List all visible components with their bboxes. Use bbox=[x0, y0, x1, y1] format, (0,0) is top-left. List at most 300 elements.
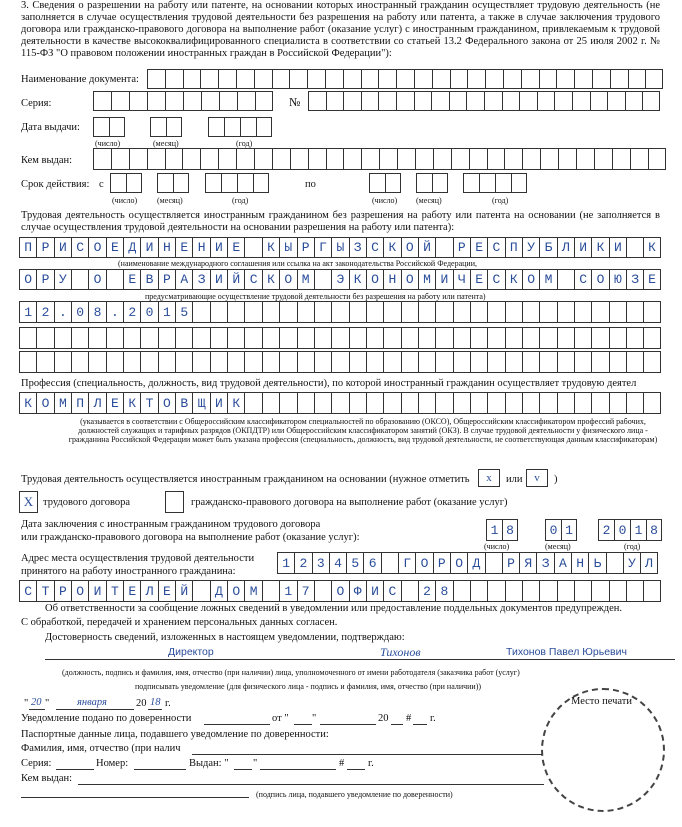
char-cell[interactable] bbox=[383, 392, 400, 414]
char-cell[interactable] bbox=[331, 301, 348, 323]
char-cell[interactable] bbox=[609, 327, 626, 349]
char-cell[interactable]: К bbox=[123, 392, 140, 414]
char-cell[interactable] bbox=[331, 327, 348, 349]
char-cell[interactable]: К bbox=[591, 237, 608, 258]
char-cell[interactable]: Р bbox=[158, 269, 175, 290]
char-cell[interactable] bbox=[626, 327, 643, 349]
char-cell[interactable]: 1 bbox=[486, 519, 502, 541]
char-cell[interactable] bbox=[106, 327, 123, 349]
char-cell[interactable]: Т bbox=[140, 392, 157, 414]
char-cell[interactable] bbox=[554, 91, 572, 111]
char-cell[interactable]: Й bbox=[418, 237, 435, 258]
char-cell[interactable] bbox=[626, 237, 643, 258]
char-cell[interactable] bbox=[557, 392, 574, 414]
char-cell[interactable] bbox=[254, 69, 272, 89]
valid-to-day[interactable] bbox=[369, 173, 401, 193]
char-cell[interactable] bbox=[539, 69, 557, 89]
char-cell[interactable] bbox=[574, 327, 591, 349]
char-cell[interactable]: Н bbox=[571, 552, 588, 574]
char-cell[interactable]: А bbox=[175, 269, 192, 290]
char-cell[interactable] bbox=[262, 351, 279, 373]
char-cell[interactable] bbox=[505, 580, 522, 602]
char-cell[interactable] bbox=[218, 148, 236, 170]
char-cell[interactable] bbox=[343, 69, 361, 89]
char-cell[interactable]: 1 bbox=[561, 519, 577, 541]
char-cell[interactable]: 7 bbox=[297, 580, 314, 602]
char-cell[interactable] bbox=[255, 91, 273, 111]
char-cell[interactable]: Р bbox=[36, 269, 53, 290]
char-cell[interactable] bbox=[556, 69, 574, 89]
char-cell[interactable] bbox=[470, 301, 487, 323]
char-cell[interactable] bbox=[208, 117, 224, 137]
char-cell[interactable] bbox=[418, 327, 435, 349]
char-cell[interactable] bbox=[592, 69, 610, 89]
char-cell[interactable]: 2 bbox=[418, 580, 435, 602]
char-cell[interactable] bbox=[331, 351, 348, 373]
char-cell[interactable] bbox=[227, 301, 244, 323]
char-cell[interactable] bbox=[366, 351, 383, 373]
char-cell[interactable] bbox=[378, 69, 396, 89]
char-cell[interactable]: Р bbox=[54, 580, 71, 602]
char-cell[interactable] bbox=[279, 327, 296, 349]
char-cell[interactable] bbox=[129, 91, 147, 111]
char-cell[interactable]: О bbox=[71, 580, 88, 602]
char-cell[interactable]: 0 bbox=[545, 519, 561, 541]
char-cell[interactable] bbox=[642, 91, 660, 111]
char-cell[interactable]: М bbox=[297, 269, 314, 290]
char-cell[interactable] bbox=[415, 148, 433, 170]
char-cell[interactable]: 0 bbox=[140, 301, 157, 323]
char-cell[interactable] bbox=[539, 301, 556, 323]
char-cell[interactable]: Е bbox=[643, 269, 660, 290]
char-cell[interactable] bbox=[453, 392, 470, 414]
char-cell[interactable] bbox=[366, 392, 383, 414]
char-cell[interactable]: С bbox=[366, 237, 383, 258]
char-cell[interactable] bbox=[557, 301, 574, 323]
char-cell[interactable] bbox=[401, 580, 418, 602]
char-cell[interactable] bbox=[244, 301, 261, 323]
issue-year-cells[interactable] bbox=[208, 117, 272, 137]
char-cell[interactable] bbox=[453, 351, 470, 373]
number-cells[interactable] bbox=[308, 91, 660, 111]
char-cell[interactable] bbox=[279, 301, 296, 323]
char-cell[interactable]: И bbox=[54, 237, 71, 258]
char-cell[interactable] bbox=[236, 148, 254, 170]
contract-year-cells[interactable] bbox=[598, 519, 662, 541]
char-cell[interactable] bbox=[450, 69, 468, 89]
char-cell[interactable]: И bbox=[210, 269, 227, 290]
valid-to-month[interactable] bbox=[416, 173, 448, 193]
char-cell[interactable] bbox=[36, 351, 53, 373]
char-cell[interactable] bbox=[470, 327, 487, 349]
char-cell[interactable]: З bbox=[349, 237, 366, 258]
char-cell[interactable] bbox=[349, 301, 366, 323]
char-cell[interactable] bbox=[210, 327, 227, 349]
char-cell[interactable] bbox=[626, 392, 643, 414]
char-cell[interactable] bbox=[140, 327, 157, 349]
char-cell[interactable] bbox=[297, 392, 314, 414]
char-cell[interactable] bbox=[150, 117, 166, 137]
char-cell[interactable] bbox=[449, 91, 467, 111]
char-cell[interactable] bbox=[227, 351, 244, 373]
char-cell[interactable]: Ы bbox=[279, 237, 296, 258]
char-cell[interactable] bbox=[576, 148, 594, 170]
char-cell[interactable] bbox=[505, 351, 522, 373]
char-cell[interactable]: Т bbox=[106, 580, 123, 602]
char-cell[interactable] bbox=[71, 327, 88, 349]
char-cell[interactable]: С bbox=[383, 580, 400, 602]
char-cell[interactable] bbox=[643, 351, 660, 373]
char-cell[interactable] bbox=[607, 91, 625, 111]
char-cell[interactable] bbox=[262, 392, 279, 414]
char-cell[interactable] bbox=[192, 301, 209, 323]
char-cell[interactable]: Б bbox=[539, 237, 556, 258]
doc-name-cells[interactable] bbox=[147, 69, 663, 89]
char-cell[interactable] bbox=[200, 148, 218, 170]
char-cell[interactable] bbox=[487, 327, 504, 349]
char-cell[interactable]: Е bbox=[175, 237, 192, 258]
char-cell[interactable] bbox=[609, 392, 626, 414]
char-cell[interactable]: Э bbox=[331, 269, 348, 290]
char-cell[interactable]: В bbox=[140, 269, 157, 290]
char-cell[interactable] bbox=[451, 148, 469, 170]
char-cell[interactable]: М bbox=[539, 269, 556, 290]
char-cell[interactable] bbox=[435, 237, 452, 258]
char-cell[interactable] bbox=[385, 173, 401, 193]
char-cell[interactable]: Д bbox=[123, 237, 140, 258]
char-cell[interactable] bbox=[628, 69, 646, 89]
char-cell[interactable]: 2 bbox=[36, 301, 53, 323]
char-cell[interactable] bbox=[612, 148, 630, 170]
char-cell[interactable]: И bbox=[88, 580, 105, 602]
char-cell[interactable] bbox=[643, 301, 660, 323]
contract-day-cells[interactable] bbox=[486, 519, 518, 541]
char-cell[interactable] bbox=[378, 91, 396, 111]
char-cell[interactable] bbox=[557, 269, 574, 290]
char-cell[interactable]: У bbox=[54, 269, 71, 290]
char-cell[interactable] bbox=[88, 351, 105, 373]
char-cell[interactable] bbox=[401, 301, 418, 323]
char-cell[interactable]: 0 bbox=[71, 301, 88, 323]
char-cell[interactable] bbox=[314, 301, 331, 323]
char-cell[interactable] bbox=[54, 327, 71, 349]
char-cell[interactable] bbox=[349, 392, 366, 414]
char-cell[interactable]: О bbox=[227, 580, 244, 602]
char-cell[interactable]: О bbox=[591, 269, 608, 290]
char-cell[interactable] bbox=[192, 580, 209, 602]
char-cell[interactable] bbox=[343, 91, 361, 111]
char-cell[interactable] bbox=[540, 148, 558, 170]
char-cell[interactable] bbox=[192, 327, 209, 349]
char-cell[interactable]: И bbox=[435, 269, 452, 290]
char-cell[interactable] bbox=[484, 91, 502, 111]
char-cell[interactable] bbox=[396, 69, 414, 89]
char-cell[interactable] bbox=[591, 327, 608, 349]
char-cell[interactable] bbox=[314, 580, 331, 602]
char-cell[interactable]: 1 bbox=[19, 301, 36, 323]
char-cell[interactable] bbox=[469, 148, 487, 170]
char-cell[interactable] bbox=[331, 392, 348, 414]
char-cell[interactable]: К bbox=[383, 237, 400, 258]
char-cell[interactable]: П bbox=[505, 237, 522, 258]
char-cell[interactable] bbox=[201, 91, 219, 111]
char-cell[interactable] bbox=[522, 327, 539, 349]
char-cell[interactable]: И bbox=[609, 237, 626, 258]
char-cell[interactable]: К bbox=[262, 269, 279, 290]
char-cell[interactable]: Я bbox=[519, 552, 536, 574]
char-cell[interactable] bbox=[147, 148, 165, 170]
char-cell[interactable] bbox=[467, 69, 485, 89]
char-cell[interactable] bbox=[396, 91, 414, 111]
char-cell[interactable]: И bbox=[366, 580, 383, 602]
char-cell[interactable] bbox=[205, 173, 221, 193]
char-cell[interactable] bbox=[626, 301, 643, 323]
char-cell[interactable] bbox=[173, 173, 189, 193]
char-cell[interactable] bbox=[594, 148, 612, 170]
char-cell[interactable] bbox=[349, 327, 366, 349]
char-cell[interactable] bbox=[539, 327, 556, 349]
char-cell[interactable] bbox=[470, 351, 487, 373]
char-cell[interactable] bbox=[165, 91, 183, 111]
char-cell[interactable] bbox=[147, 69, 165, 89]
char-cell[interactable] bbox=[590, 91, 608, 111]
char-cell[interactable]: 4 bbox=[329, 552, 346, 574]
char-cell[interactable] bbox=[433, 148, 451, 170]
char-cell[interactable] bbox=[297, 351, 314, 373]
char-cell[interactable] bbox=[297, 327, 314, 349]
char-cell[interactable] bbox=[519, 91, 537, 111]
char-cell[interactable]: Й bbox=[227, 269, 244, 290]
char-cell[interactable] bbox=[308, 91, 326, 111]
char-cell[interactable] bbox=[435, 392, 452, 414]
char-cell[interactable]: К bbox=[349, 269, 366, 290]
char-cell[interactable] bbox=[505, 392, 522, 414]
char-cell[interactable]: 0 bbox=[614, 519, 630, 541]
char-cell[interactable] bbox=[574, 69, 592, 89]
char-cell[interactable]: 5 bbox=[175, 301, 192, 323]
char-cell[interactable] bbox=[397, 148, 415, 170]
char-cell[interactable]: Ы bbox=[331, 237, 348, 258]
char-cell[interactable] bbox=[610, 69, 628, 89]
char-cell[interactable] bbox=[625, 91, 643, 111]
char-cell[interactable]: С bbox=[487, 269, 504, 290]
basis-line-3[interactable] bbox=[19, 301, 661, 323]
char-cell[interactable]: . bbox=[106, 301, 123, 323]
char-cell[interactable]: Л bbox=[640, 552, 657, 574]
char-cell[interactable] bbox=[487, 148, 505, 170]
char-cell[interactable]: 1 bbox=[279, 580, 296, 602]
char-cell[interactable]: 8 bbox=[502, 519, 518, 541]
char-cell[interactable] bbox=[111, 148, 129, 170]
char-cell[interactable]: З bbox=[192, 269, 209, 290]
char-cell[interactable] bbox=[487, 351, 504, 373]
char-cell[interactable]: К bbox=[19, 392, 36, 414]
char-cell[interactable]: М bbox=[54, 392, 71, 414]
char-cell[interactable]: 8 bbox=[646, 519, 662, 541]
char-cell[interactable]: 2 bbox=[598, 519, 614, 541]
char-cell[interactable]: О bbox=[19, 269, 36, 290]
char-cell[interactable] bbox=[487, 392, 504, 414]
char-cell[interactable]: К bbox=[227, 392, 244, 414]
char-cell[interactable]: Е bbox=[123, 269, 140, 290]
issue-month-cells[interactable] bbox=[150, 117, 182, 137]
char-cell[interactable] bbox=[381, 552, 398, 574]
char-cell[interactable] bbox=[539, 392, 556, 414]
char-cell[interactable] bbox=[182, 148, 200, 170]
char-cell[interactable]: 8 bbox=[435, 580, 452, 602]
char-cell[interactable]: Ь bbox=[588, 552, 605, 574]
char-cell[interactable]: К bbox=[643, 237, 660, 258]
char-cell[interactable]: О bbox=[450, 552, 467, 574]
char-cell[interactable] bbox=[157, 173, 173, 193]
char-cell[interactable] bbox=[485, 69, 503, 89]
char-cell[interactable] bbox=[262, 580, 279, 602]
char-cell[interactable] bbox=[183, 69, 201, 89]
char-cell[interactable]: Ф bbox=[349, 580, 366, 602]
char-cell[interactable] bbox=[307, 69, 325, 89]
char-cell[interactable]: П bbox=[19, 237, 36, 258]
char-cell[interactable]: Р bbox=[36, 237, 53, 258]
char-cell[interactable] bbox=[558, 148, 576, 170]
address-line-2[interactable] bbox=[19, 580, 661, 602]
char-cell[interactable] bbox=[485, 552, 502, 574]
char-cell[interactable] bbox=[626, 580, 643, 602]
char-cell[interactable] bbox=[521, 69, 539, 89]
char-cell[interactable] bbox=[218, 69, 236, 89]
char-cell[interactable] bbox=[643, 392, 660, 414]
char-cell[interactable] bbox=[343, 148, 361, 170]
char-cell[interactable] bbox=[435, 327, 452, 349]
char-cell[interactable] bbox=[383, 301, 400, 323]
char-cell[interactable] bbox=[435, 301, 452, 323]
char-cell[interactable]: 1 bbox=[158, 301, 175, 323]
char-cell[interactable] bbox=[591, 392, 608, 414]
char-cell[interactable] bbox=[244, 237, 261, 258]
char-cell[interactable] bbox=[503, 69, 521, 89]
char-cell[interactable]: Р bbox=[453, 237, 470, 258]
char-cell[interactable] bbox=[574, 301, 591, 323]
char-cell[interactable]: О bbox=[415, 552, 432, 574]
char-cell[interactable] bbox=[504, 148, 522, 170]
char-cell[interactable] bbox=[314, 269, 331, 290]
char-cell[interactable]: Ч bbox=[453, 269, 470, 290]
char-cell[interactable]: Е bbox=[106, 392, 123, 414]
char-cell[interactable] bbox=[123, 327, 140, 349]
char-cell[interactable] bbox=[262, 327, 279, 349]
char-cell[interactable]: К bbox=[505, 269, 522, 290]
char-cell[interactable] bbox=[314, 392, 331, 414]
char-cell[interactable] bbox=[325, 69, 343, 89]
char-cell[interactable] bbox=[414, 69, 432, 89]
char-cell[interactable] bbox=[557, 327, 574, 349]
char-cell[interactable]: И bbox=[574, 237, 591, 258]
char-cell[interactable]: М bbox=[244, 580, 261, 602]
char-cell[interactable] bbox=[453, 580, 470, 602]
char-cell[interactable] bbox=[253, 173, 269, 193]
char-cell[interactable] bbox=[361, 69, 379, 89]
char-cell[interactable] bbox=[19, 327, 36, 349]
char-cell[interactable] bbox=[244, 351, 261, 373]
char-cell[interactable] bbox=[147, 91, 165, 111]
char-cell[interactable]: Й bbox=[175, 580, 192, 602]
char-cell[interactable] bbox=[110, 173, 126, 193]
char-cell[interactable] bbox=[272, 69, 290, 89]
char-cell[interactable] bbox=[36, 327, 53, 349]
char-cell[interactable]: 3 bbox=[312, 552, 329, 574]
char-cell[interactable]: Т bbox=[36, 580, 53, 602]
char-cell[interactable] bbox=[279, 351, 296, 373]
char-cell[interactable] bbox=[93, 117, 109, 137]
char-cell[interactable]: Н bbox=[192, 237, 209, 258]
char-cell[interactable]: О bbox=[279, 269, 296, 290]
char-cell[interactable] bbox=[522, 580, 539, 602]
char-cell[interactable] bbox=[435, 351, 452, 373]
char-cell[interactable]: К bbox=[262, 237, 279, 258]
char-cell[interactable] bbox=[416, 173, 432, 193]
char-cell[interactable] bbox=[361, 148, 379, 170]
char-cell[interactable] bbox=[314, 351, 331, 373]
char-cell[interactable]: З bbox=[626, 269, 643, 290]
char-cell[interactable] bbox=[431, 91, 449, 111]
char-cell[interactable]: Л bbox=[140, 580, 157, 602]
char-cell[interactable] bbox=[487, 580, 504, 602]
char-cell[interactable] bbox=[401, 327, 418, 349]
char-cell[interactable]: О bbox=[158, 392, 175, 414]
char-cell[interactable] bbox=[71, 351, 88, 373]
char-cell[interactable]: М bbox=[418, 269, 435, 290]
char-cell[interactable] bbox=[290, 148, 308, 170]
char-cell[interactable]: И bbox=[140, 237, 157, 258]
char-cell[interactable] bbox=[219, 91, 237, 111]
char-cell[interactable]: И bbox=[210, 237, 227, 258]
char-cell[interactable] bbox=[93, 148, 111, 170]
char-cell[interactable] bbox=[192, 351, 209, 373]
char-cell[interactable] bbox=[71, 269, 88, 290]
char-cell[interactable]: О bbox=[88, 269, 105, 290]
char-cell[interactable]: . bbox=[54, 301, 71, 323]
char-cell[interactable] bbox=[383, 351, 400, 373]
char-cell[interactable] bbox=[326, 148, 344, 170]
char-cell[interactable] bbox=[221, 173, 237, 193]
issued-by-cells[interactable] bbox=[93, 148, 666, 170]
char-cell[interactable]: Е bbox=[158, 580, 175, 602]
char-cell[interactable] bbox=[643, 580, 660, 602]
char-cell[interactable]: А bbox=[554, 552, 571, 574]
char-cell[interactable] bbox=[606, 552, 623, 574]
char-cell[interactable] bbox=[200, 69, 218, 89]
char-cell[interactable] bbox=[505, 301, 522, 323]
char-cell[interactable] bbox=[254, 148, 272, 170]
char-cell[interactable] bbox=[158, 327, 175, 349]
char-cell[interactable] bbox=[418, 301, 435, 323]
char-cell[interactable] bbox=[414, 91, 432, 111]
char-cell[interactable]: Р bbox=[297, 237, 314, 258]
char-cell[interactable] bbox=[93, 91, 111, 111]
char-cell[interactable] bbox=[609, 301, 626, 323]
char-cell[interactable] bbox=[210, 351, 227, 373]
char-cell[interactable] bbox=[453, 301, 470, 323]
char-cell[interactable] bbox=[511, 173, 527, 193]
char-cell[interactable]: З bbox=[536, 552, 553, 574]
char-cell[interactable]: Е bbox=[106, 237, 123, 258]
char-cell[interactable] bbox=[574, 580, 591, 602]
char-cell[interactable] bbox=[236, 69, 254, 89]
char-cell[interactable]: С bbox=[574, 269, 591, 290]
char-cell[interactable]: Д bbox=[210, 580, 227, 602]
char-cell[interactable] bbox=[418, 351, 435, 373]
char-cell[interactable]: Г bbox=[398, 552, 415, 574]
char-cell[interactable] bbox=[297, 301, 314, 323]
